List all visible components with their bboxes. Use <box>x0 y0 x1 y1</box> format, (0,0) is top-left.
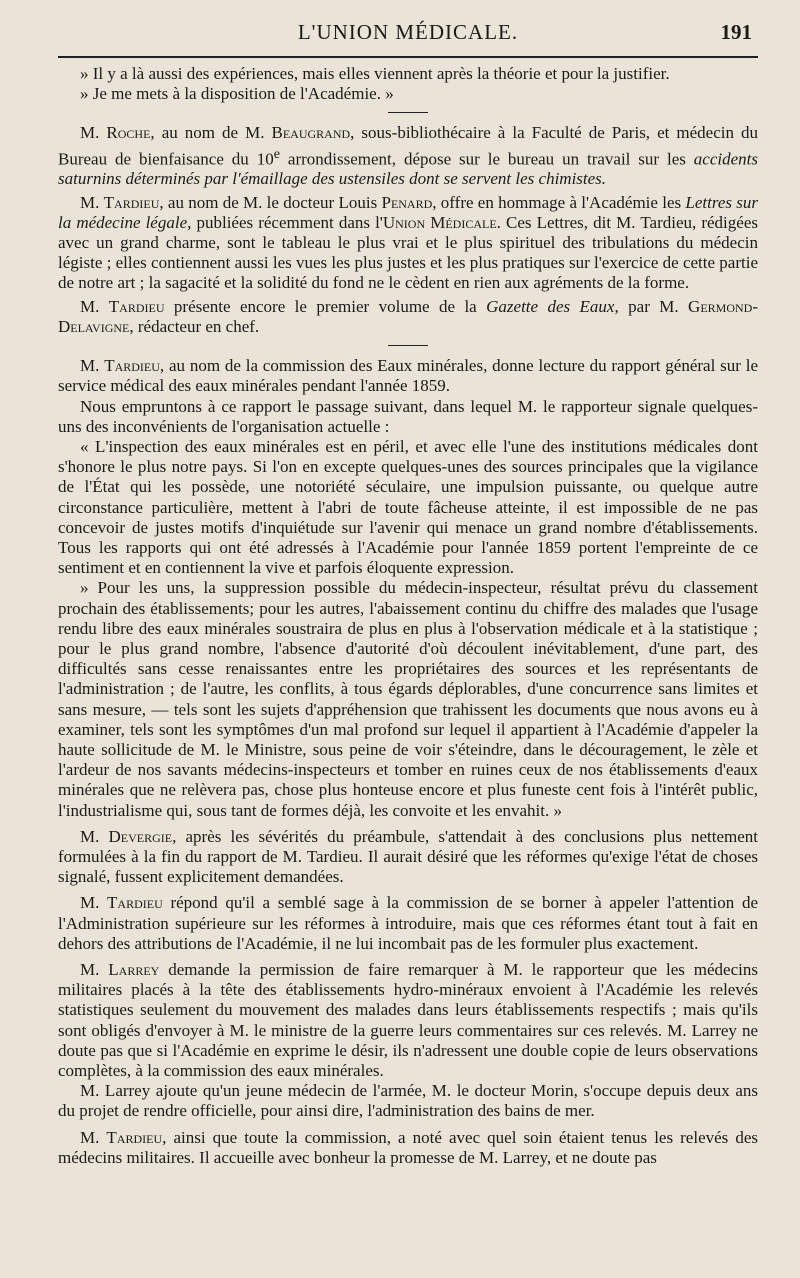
speaker-name: Devergie <box>108 826 173 846</box>
paragraph-devergie: M. Devergie, après les sévérités du préambule, s'attendait à des conclusions plus nettement formulées à la fin du rapport de M. Tardieu. Il aurait désiré que les réformes qu'exige l'état de choses signalé, fussent explicitement demandées. <box>58 826 758 887</box>
page-number: 191 <box>720 20 752 44</box>
work-title: Gazette des Eaux <box>486 296 615 316</box>
paragraph-quote-end-2: » Je me mets à la disposition de l'Académie. » <box>80 84 394 104</box>
header-rule <box>58 56 758 58</box>
speaker-name: Tardieu <box>103 192 160 212</box>
journal-title: L'UNION MÉDICALE. <box>297 20 519 44</box>
running-header <box>58 14 758 50</box>
section-separator <box>388 345 428 346</box>
paragraph-larrey-morin: M. Larrey ajoute qu'un jeune médecin de l'armée, M. le docteur Morin, s'occupe depuis deux ans du projet de rendre officielle, pour ainsi dire, l'administration des bains de mer. <box>58 1081 758 1121</box>
paragraph-quote-inspection: « L'inspection des eaux minérales est en péril, et avec elle l'une des institutions médicales dont s'honore le plus notre pays. Si l'on en excepte quelques-unes des sources principales que la vigilance de l'État qui les possède, une notoriété séculaire, une impulsion puissante, ou quelque autre circonstance particulière, mettent à l'abri de toute fâcheuse atteinte, il est impossible de ne pas concevoir de justes motifs d'inquiétude sur l'avenir qui menace un grand nombre d'établissements. Tous les rapports qui ont été adressés à l'Académie pour l'année 1859 portent l'empreinte de ce sentiment et en contiennent la vive et parfois éloquente expression. <box>58 436 758 578</box>
speaker-name: Roche <box>106 123 151 143</box>
section-separator <box>388 112 428 113</box>
paragraph-tardieu-reply: M. Tardieu répond qu'il a semblé sage à la commission de se borner à appeler l'attention de l'Administration supérieure sur les réformes à introduire, mais que ces réformes étant tout à fait en dehors des attributions de l'Académie, il ne lui incombait pas de les formuler plus exactement. <box>58 893 758 953</box>
paragraph-quote-end-1: » Il y a là aussi des expériences, mais elles viennent après la théorie et pour la justifier. <box>80 64 670 83</box>
paragraph-tardieu-penard: M. Tardieu, au nom de M. le docteur Louis Penard, offre en hommage à l'Académie les Lettres sur la médecine légale, publiées récemment dans l'Union Médicale. Ces Lettres, dit M. Tardieu, rédigées avec un grand charme, sont le tableau le plus vrai et le plus spirituel des tribulations du médecin légiste ; elles contiennent aussi les vues les plus justes et les plus pratiques sur l'exercice de cette partie de notre art ; la sagacité et la solidité du fond ne le cèdent en rien aux agréments de la forme. <box>58 192 758 293</box>
paragraph-larrey: M. Larrey demande la permission de faire remarquer à M. le rapporteur que les médecins militaires placés à la tête des établissements hydro-minéraux envoient à l'Académie les relevés statistiques seulement du mouvement des malades dans leurs établissements respectifs ; mais qu'ils sont obligés d'envoyer à M. le ministre de la guerre leurs commentaires sur ces relevés. M. Larrey ne doute pas que si l'Académie en exprime le désir, ils n'adressent une double copie de leurs observations complètes, à la commission des eaux minérales. <box>58 959 758 1080</box>
speaker-name: Tardieu <box>104 356 160 376</box>
work-title: Lettres sur la médecine légale, <box>58 192 758 232</box>
speaker-name: Tardieu <box>108 296 165 316</box>
paragraph-roche: M. Roche, au nom de M. Beaugrand, sous-bibliothécaire à la Faculté de Paris, et médecin du Bureau de bienfaisance du 10e arrondissement, dépose sur le bureau un travail sur les accidents saturnins déterminés par l'émaillage des ustensiles dont se servent les chimistes. <box>58 123 758 189</box>
work-title: accidents saturnins déterminés par l'émaillage des ustensiles dont se servent les chimistes. <box>58 149 758 189</box>
paragraph-quote-suppression: » Pour les uns, la suppression possible du médecin-inspecteur, résultat prévu du classement prochain des établissements; pour les autres, l'abaissement continu du chiffre des malades que l'usage rendu libre des eaux minérales soustraira de plus en plus à l'observation médicale et à la statistique ; pour le plus grand nombre, l'absence d'autorité d'où découlent inévitablement, d'une part, des difficultés sans cesse renaissantes entre les propriétaires des sources et les représentants de l'administration ; de l'autre, les conflits, à tous égards déplorables, d'une concurrence sans limites et sans mesure, — tels sont les sujets d'appréhension que trahissent les documents que nous avons eu à examiner, tels sont les symptômes d'un mal profond sur lequel il appartient à l'Académie d'appeler la haute sollicitude de M. le Ministre, sous peine de voir s'éteindre, dans le découragement, le zèle et l'ardeur de nos savants médecins-inspecteurs et tomber en ruines ceux de nos établissements d'eaux minérales que ne relèvera pas, chose plus honteuse encore et plus funeste cent fois à l'intérêt public, l'industrialisme qui, sous tant de formes déjà, les convoite et les envahit. » <box>58 578 758 820</box>
speaker-name: Tardieu <box>106 1127 163 1147</box>
speaker-name: Larrey <box>108 959 160 979</box>
paragraph-tardieu-gazette: M. Tardieu présente encore le premier volume de la Gazette des Eaux, par M. Germond-Delavigne, rédacteur en chef. <box>58 296 758 336</box>
speaker-name: Tardieu <box>107 893 163 913</box>
paragraph-intro-quote: Nous empruntons à ce rapport le passage suivant, dans lequel M. le rapporteur signale quelques-uns des inconvénients de l'organisation actuelle : <box>58 396 758 436</box>
paragraph-tardieu-report: M. Tardieu, au nom de la commission des Eaux minérales, donne lecture du rapport général sur le service médical des eaux minérales pendant l'année 1859. <box>58 356 758 396</box>
article-body <box>58 64 758 1168</box>
paragraph-tardieu-final: M. Tardieu, ainsi que toute la commission, a noté avec quel soin étaient tenus les relevés des médecins militaires. Il accueille avec bonheur la promesse de M. Larrey, et ne doute pas <box>58 1127 758 1167</box>
